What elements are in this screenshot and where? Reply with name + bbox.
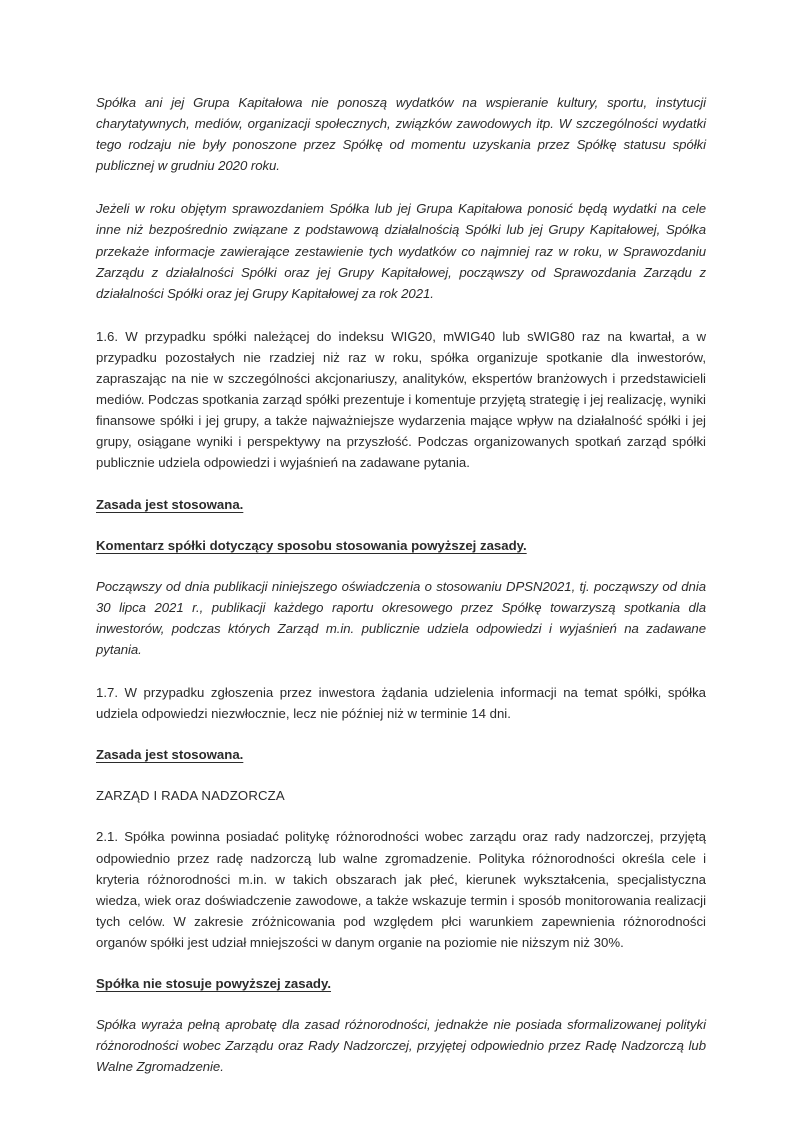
- paragraph-commentary-2-1: Spółka wyraża pełną aprobatę dla zasad różnorodności, jednakże nie posiada sformalizowanej polityki różnorodności wobec Zarządu oraz Rady Nadzorczej, przyjętej odpowiednio przez Radę Nadzorczą lub Walne Zgromadzenie.: [96, 1017, 706, 1075]
- paragraph-expenses-reporting-commitment: Jeżeli w roku objętym sprawozdaniem Spółka lub jej Grupa Kapitałowa ponosić będą wydatki na cele inne niż bezpośrednio związane z podstawową działalnością Spółki lub jej Grupy Kapitałowej, Spółka przekaże informacje zawierające zestawienie tych wydatków co najmniej raz w roku, w Sprawozdaniu Zarządu z działalności Spółki oraz jej Grupy Kapitałowej, począwszy od Sprawozdania Zarządu z działalności Spółki oraz jej Grupy Kapitałowej za rok 2021.: [96, 201, 706, 301]
- status-principle-applied-1-6: Zasada jest stosowana.: [96, 496, 244, 512]
- paragraph-principle-1-7: 1.7. W przypadku zgłoszenia przez inwestora żądania udzielenia informacji na temat spółki, spółka udziela odpowiedzi niezwłocznie, lecz nie później niż w terminie 14 dni.: [96, 685, 706, 722]
- document-body: [96, 92, 706, 1077]
- paragraph-spacer: [96, 724, 706, 744]
- paragraph-commentary-1-6: Począwszy od dnia publikacji niniejszego oświadczenia o stosowaniu DPSN2021, tj. począwszy od dnia 30 lipca 2021 r., publikacji każdego raportu okresowego przez Spółkę towarzyszą spotkania dla inwestorów, podczas których Zarząd m.in. publicznie udziela odpowiedzi i wyjaśnień na zadawane pytania.: [96, 578, 706, 657]
- paragraph-spacer: [96, 953, 706, 973]
- paragraph-company-expenses-culture: Spółka ani jej Grupa Kapitałowa nie ponoszą wydatków na wspieranie kultury, sportu, instytucji charytatywnych, mediów, organizacji społecznych, związków zawodowych itp. W szczególności wydatki tego rodzaju nie były ponoszone przez Spółkę od momentu uzyskania przez Spółkę statusu spółki publicznej w grudniu 2020 roku.: [96, 95, 706, 174]
- paragraph-principle-1-6: 1.6. W przypadku spółki należącej do indeksu WIG20, mWIG40 lub sWIG80 raz na kwartał, a w przypadku pozostałych nie rzadziej niż raz w roku, spółka organizuje spotkanie dla inwestorów, zapraszając na nie w szczególności akcjonariuszy, analityków, ekspertów branżowych i przedstawicieli mediów. Podczas spotkania zarząd spółki prezentuje i komentuje przyjętą strategię i jej realizację, wyniki finansowe spółki i jej grupy, a także najważniejsze wydarzenia mające wpływ na działalność spółki i jej grupy, osiągane wyniki i perspektywy na przyszłość. Podczas organizowanych spotkań zarząd spółki publicznie udziela odpowiedzi i wyjaśnień na zadawane pytania.: [96, 328, 706, 471]
- paragraph-spacer: [96, 994, 706, 1014]
- paragraph-principle-2-1: 2.1. Spółka powinna posiadać politykę różnorodności wobec zarządu oraz rady nadzorczej, przyjętą odpowiednio przez radę nadzorczą lub walne zgromadzenie. Polityka różnorodności określa cele i kryteria różnorodności m.in. w takich obszarach jak płeć, kierunek wykształcenia, specjalistyczna wiedza, wiek oraz doświadczenie zawodowe, a także wskazuje termin i sposób monitorowania realizacji tych celów. W zakresie zróżnicowania pod względem płci warunkiem zapewnienia różnorodności organów spółki jest udział mniejszości w danym organie na poziomie nie niższym niż 30%.: [96, 829, 706, 950]
- paragraph-spacer: [96, 556, 706, 576]
- status-principle-applied-1-7: Zasada jest stosowana.: [96, 747, 244, 763]
- heading-company-commentary-1-6: Komentarz spółki dotyczący sposobu stosowania powyższej zasady.: [96, 537, 527, 553]
- paragraph-spacer: [96, 176, 706, 198]
- section-heading-management-board: ZARZĄD I RADA NADZORCZA: [96, 788, 285, 804]
- paragraph-spacer: [96, 765, 706, 785]
- paragraph-spacer: [96, 660, 706, 682]
- paragraph-spacer: [96, 806, 706, 826]
- paragraph-spacer: [96, 515, 706, 535]
- paragraph-spacer: [96, 474, 706, 494]
- status-principle-not-applied-2-1: Spółka nie stosuje powyższej zasady.: [96, 976, 332, 991]
- paragraph-spacer: [96, 304, 706, 326]
